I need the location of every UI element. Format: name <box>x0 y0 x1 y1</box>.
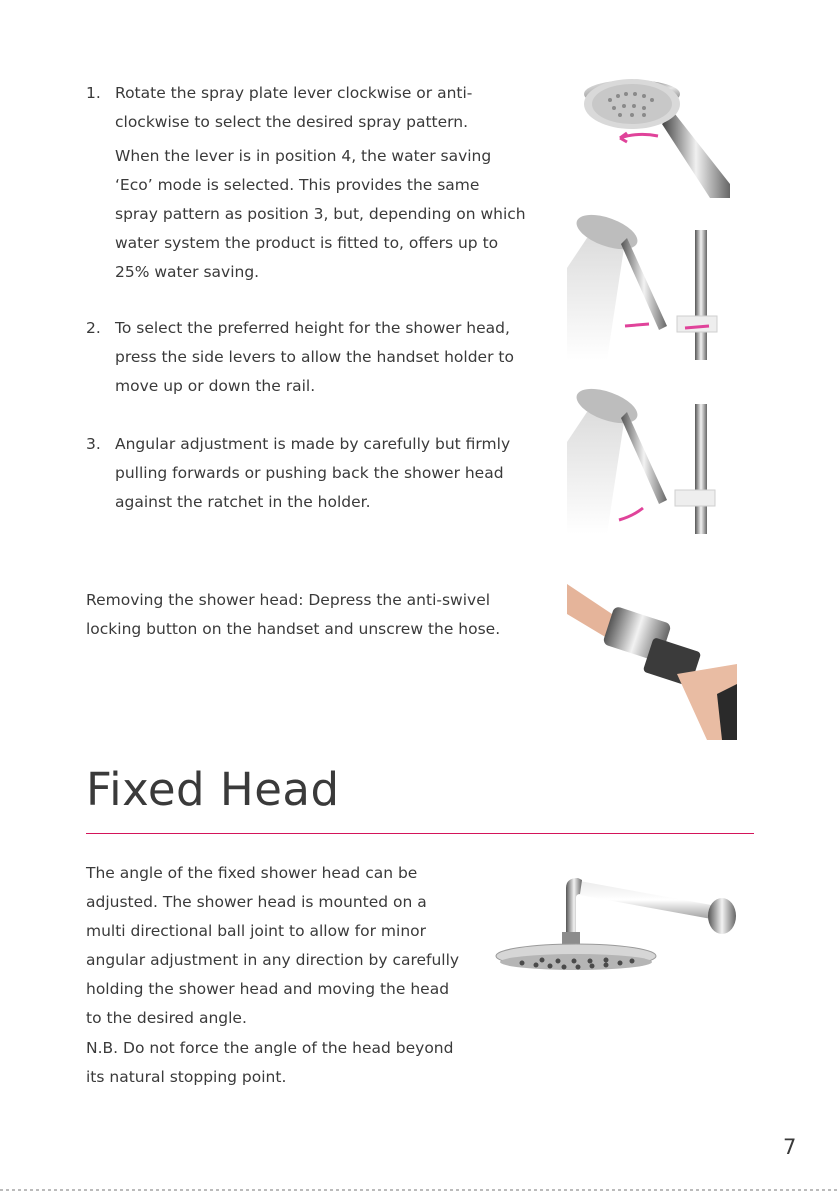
step-text: Angular adjustment is made by carefully but firmly pulling forwards or pushing back the shower head against the ratchet in the holder. <box>115 435 511 511</box>
step-1 <box>86 79 526 287</box>
step-extra-text: When the lever is in position 4, the water saving ‘Eco’ mode is selected. This provides the same spray pattern as position 3, but, depending on which water system the product is fitted to, offers up to 25% water saving. <box>115 147 526 281</box>
spray-plate-image <box>580 66 730 198</box>
step-text: To select the preferred height for the shower head, press the side levers to allow the handset holder to move up or down the rail. <box>115 319 514 395</box>
step-number: 3. <box>86 435 101 453</box>
removing-instruction: Removing the shower head: Depress the anti-swivel locking button on the handset and unscrew the hose. <box>86 591 501 638</box>
step-number: 2. <box>86 319 101 337</box>
angle-adjust-image <box>567 382 727 534</box>
step-2 <box>86 314 526 401</box>
page-bottom-edge <box>0 1189 840 1191</box>
section-title: Fixed Head <box>86 763 340 816</box>
section-body: The angle of the fixed shower head can be adjusted. The shower head is mounted on a multi directional ball joint to allow for minor angular adjustment in any direction by carefully holding the shower head and moving the head to the desired angle. <box>86 864 460 1027</box>
step-text: Rotate the spray plate lever clockwise or anti-clockwise to select the desired spray pattern. <box>115 84 473 131</box>
section-divider <box>86 833 754 834</box>
remove-head-image <box>567 574 737 740</box>
step-3 <box>86 430 526 517</box>
section-note: N.B. Do not force the angle of the head beyond its natural stopping point. <box>86 1039 454 1086</box>
fixed-head-image <box>492 868 748 984</box>
step-number: 1. <box>86 84 101 102</box>
height-adjust-image <box>567 208 727 360</box>
page-number: 7 <box>783 1135 797 1159</box>
